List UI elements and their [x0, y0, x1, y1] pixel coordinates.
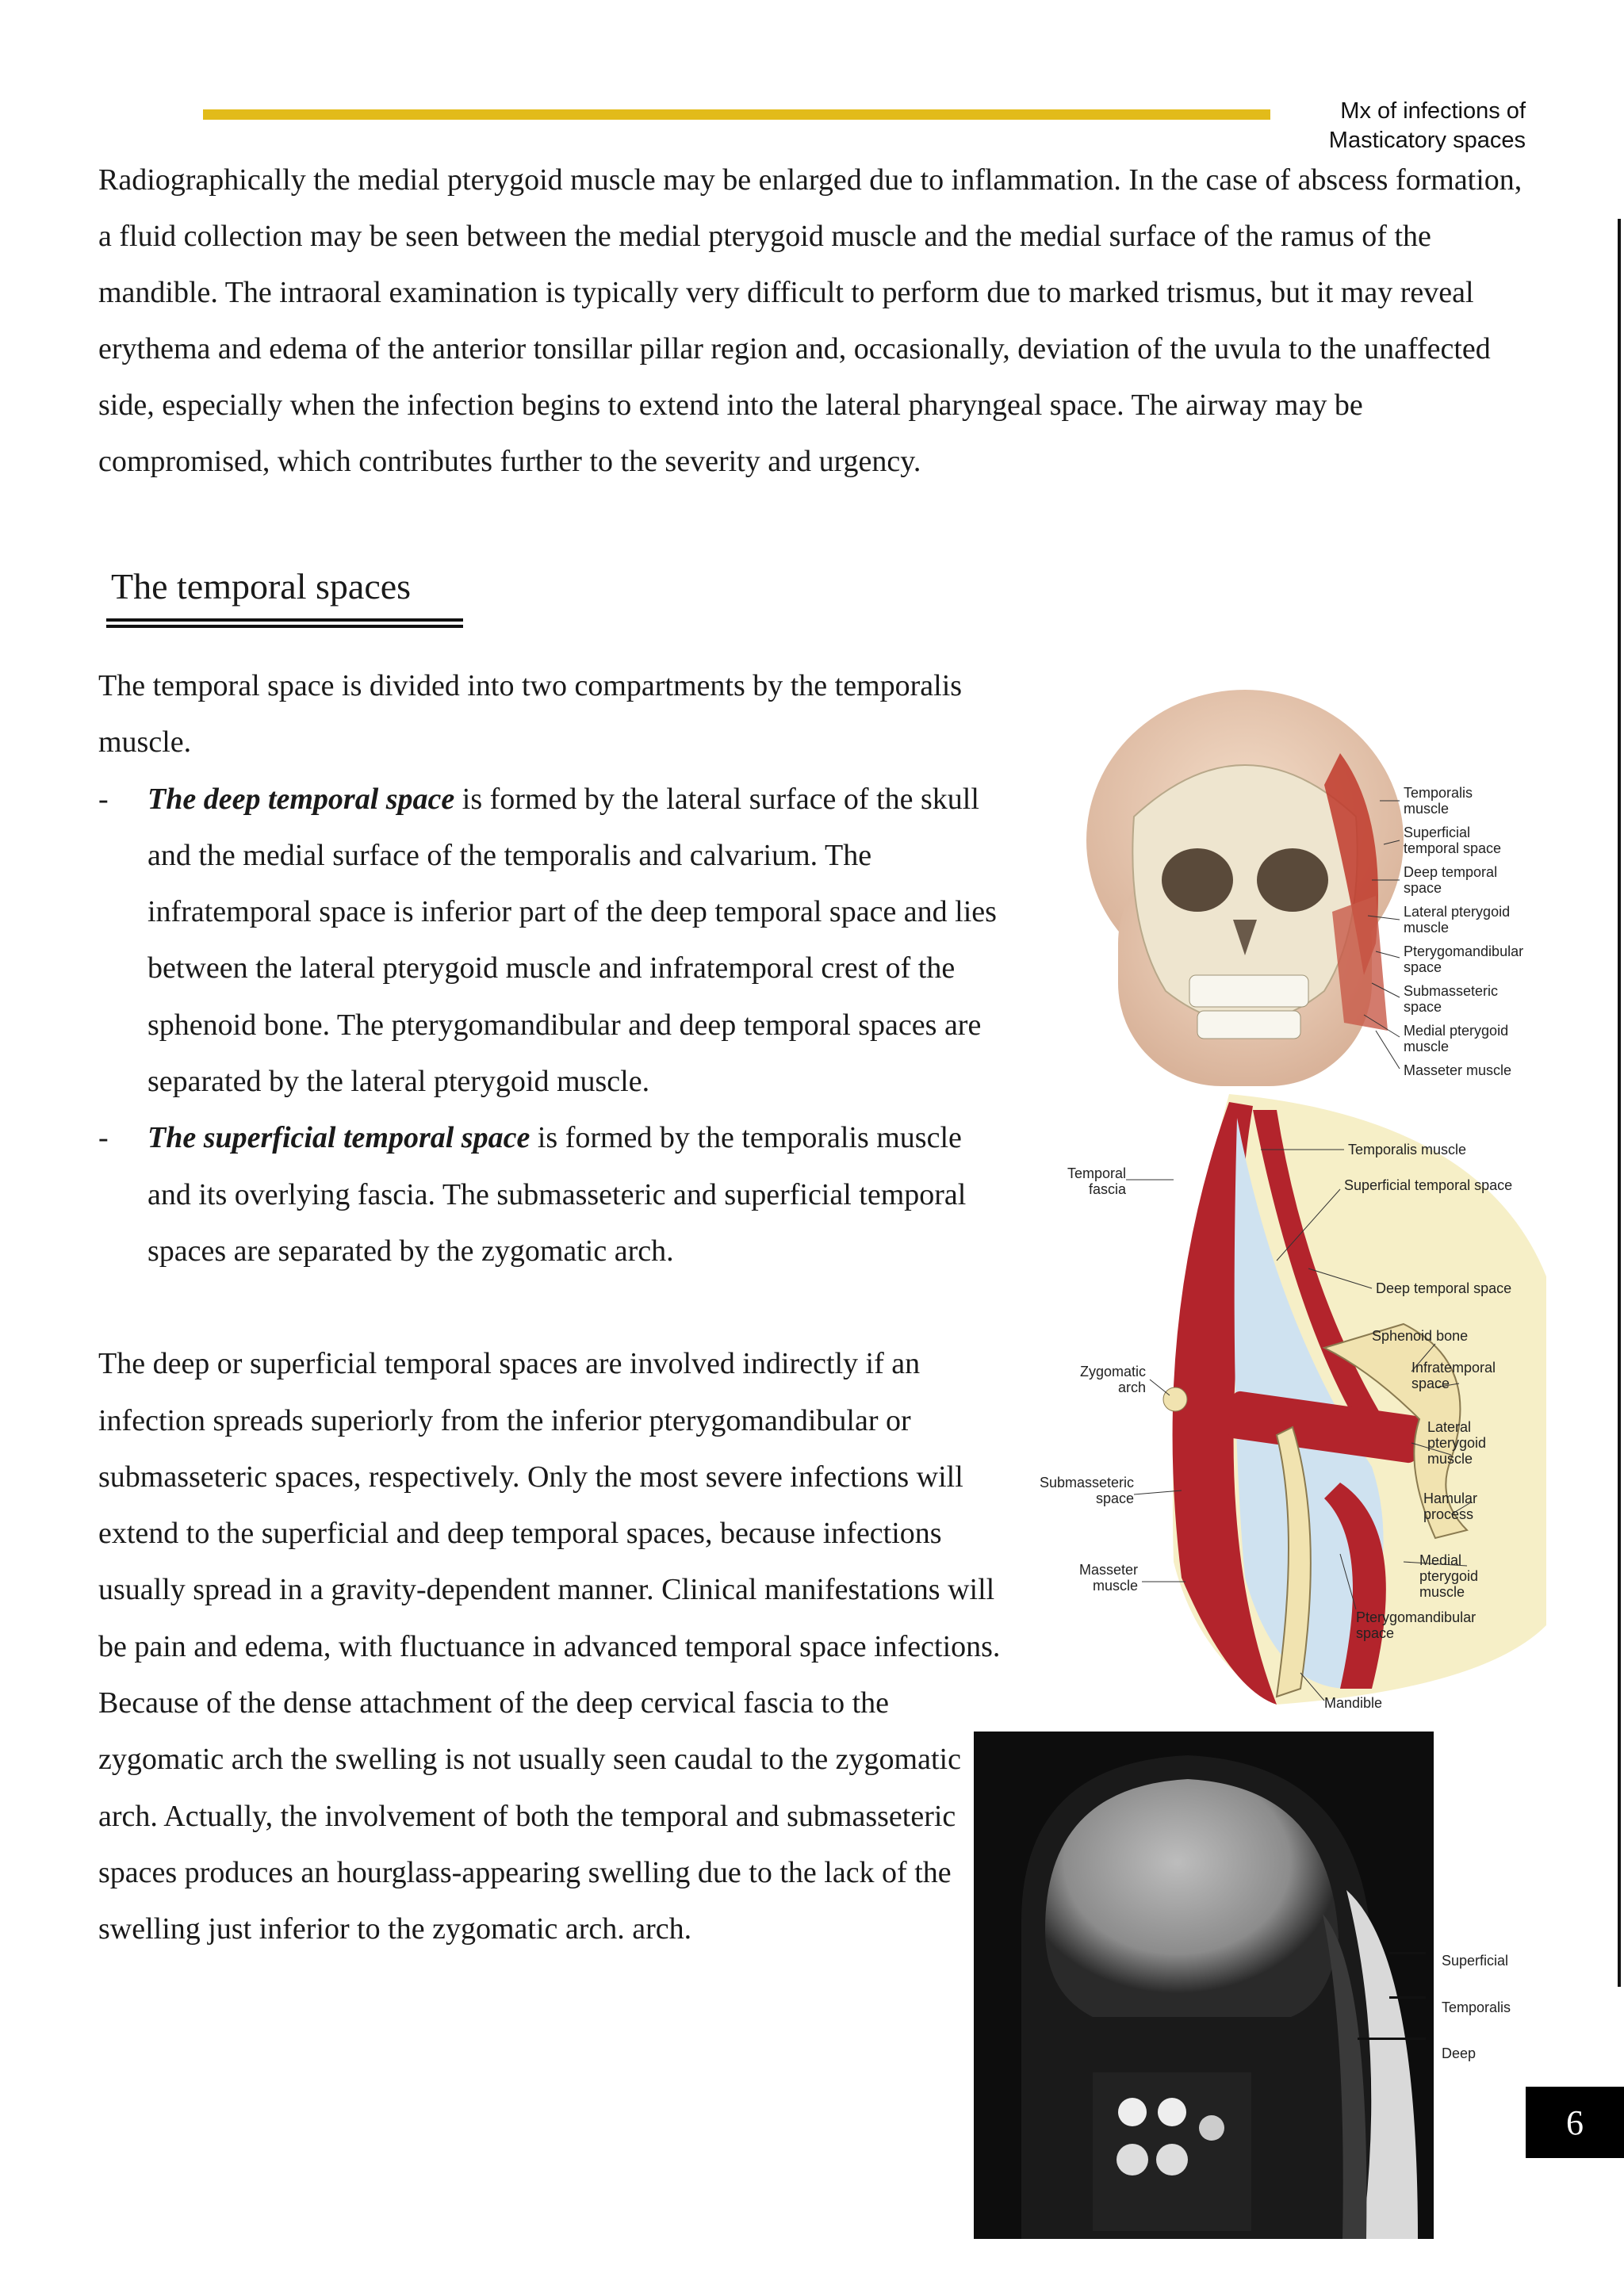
fig2-label-medial-pterygoid: Medial pterygoid muscle	[1419, 1552, 1479, 1600]
fig1-label-temporalis: Temporalis muscle	[1404, 785, 1473, 817]
fig1-label-pterygomandibular: Pterygomandibular space	[1404, 943, 1524, 975]
fig2-label-temporalis: Temporalis muscle	[1348, 1142, 1467, 1158]
mri-pointer-deep	[1358, 2038, 1426, 2040]
fig2-label-mandible: Mandible	[1324, 1695, 1383, 1711]
bullet-dash: -	[98, 1121, 109, 1155]
closing-paragraph	[98, 1336, 1002, 1957]
fig1-label-medial-pterygoid: Medial pterygoid muscle	[1404, 1023, 1509, 1054]
section-title-underline	[106, 618, 463, 628]
header-accent-bar	[203, 109, 1270, 120]
section-title: The temporal spaces	[111, 566, 412, 607]
bullet-dash: -	[98, 782, 109, 816]
bullet-deep-temporal	[98, 771, 1010, 1111]
mri-pointer-superficial	[1389, 1952, 1426, 1954]
fig2-label-masseter: Masseter muscle	[1078, 1562, 1138, 1594]
fig2-label-deep: Deep temporal space	[1376, 1280, 1512, 1296]
fig1-label-submasseteric: Submasseteric space	[1404, 983, 1499, 1015]
fig1-label-lateral-pterygoid: Lateral pterygoid muscle	[1404, 904, 1511, 936]
closing-paragraph-text: The deep or superficial temporal spaces are involved indirectly if an infection spreads superiorly from the inferior pterygomandibular or submasseteric spaces, respectively. Only the most severe infections will extend to the superficial and deep temporal spaces, because infections usually spread in a gravity-dependent manner. Clinical manifestations will be pain and edema, with fluctuance in advanced temporal space infections. Because of the dense attachment of the deep cervical fascia to the zygomatic arch the swelling is not usually seen caudal to the zygomatic arch. Actually, the involvement of both the temporal and submasseteric spaces produces an hourglass-appearing swelling due to the lack of the swelling just inferior to the zygomatic arch.	[98, 1347, 1001, 1946]
bullet-text: is formed by the temporalis muscle and its overlying fascia. The submasseteric and superficial temporal spaces are separated by the zygomatic arch.	[147, 1121, 967, 1268]
fig2-label-temporal-fascia: Temporal fascia	[1067, 1165, 1126, 1197]
fig1-label-masseter: Masseter muscle	[1404, 1062, 1512, 1078]
figure-mri-coronal	[974, 1732, 1434, 2239]
running-header-line2: Masticatory spaces	[1328, 128, 1526, 153]
fig2-label-hamular: Hamular process	[1423, 1490, 1478, 1522]
fig2-label-pterygomandibular: Pterygomandibular space	[1356, 1609, 1477, 1641]
bullet-text: is formed by the lateral surface of the skull and the medial surface of the temporalis and calvarium. The infratemporal space is inferior part of the deep temporal space and lies between the lateral pterygoid muscle and infratemporal crest of the sphenoid bone. The pterygomandibular and deep temporal spaces are separated by the lateral pterygoid muscle.	[147, 782, 997, 1099]
fig2-label-zygomatic: Zygomatic arch	[1079, 1364, 1146, 1395]
fig2-label-infratemporal: Infratemporal space	[1411, 1360, 1496, 1391]
figure-skull-spaces	[1063, 682, 1538, 1094]
running-header-line1: Mx of infections of	[1340, 98, 1526, 124]
bullet-superficial-temporal	[98, 1110, 994, 1280]
figure-coronal-diagram	[1039, 1086, 1554, 1720]
mri-pointer-temporalis	[1389, 1996, 1426, 1999]
fig3-label-superficial: Superficial	[1442, 1953, 1509, 1969]
page-number: 6	[1526, 2087, 1624, 2158]
mri-scan-image	[974, 1732, 1434, 2239]
fig1-label-superficial: Superficial temporal space	[1404, 825, 1502, 856]
term-superficial-temporal-space: The superficial temporal space	[147, 1121, 530, 1155]
fig2-label-lateral-pterygoid: Lateral pterygoid muscle	[1427, 1419, 1487, 1467]
section-body	[98, 658, 1010, 1958]
fig2-label-submasseteric: Submasseteric space	[1039, 1475, 1134, 1506]
running-header	[1272, 97, 1526, 155]
fig3-label-deep: Deep	[1442, 2045, 1477, 2061]
right-margin-rule	[1618, 219, 1621, 1987]
section-lead: The temporal space is divided into two compartments by the temporalis muscle.	[98, 669, 963, 760]
fig2-label-sphenoid: Sphenoid bone	[1372, 1328, 1469, 1344]
closing-paragraph-tail: arch.	[632, 1912, 692, 1946]
fig1-label-deep: Deep temporal space	[1404, 864, 1498, 896]
intro-paragraph: Radiographically the medial pterygoid muscle may be enlarged due to inflammation. In the case of abscess formation, a fluid collection may be seen between the medial pterygoid muscle and the medial surface of the ramus of the mandible. The intraoral examination is typically very difficult to perform due to marked trismus, but it may reveal erythema and edema of the anterior tonsillar pillar region and, occasionally, deviation of the uvula to the unaffected side, especially when the infection begins to extend into the lateral pharyngeal space. The airway may be compromised, which contributes further to the severity and urgency.	[98, 163, 1522, 478]
term-deep-temporal-space: The deep temporal space	[147, 782, 455, 816]
fig3-label-temporalis: Temporalis	[1442, 1999, 1511, 2015]
fig2-label-superficial: Superficial temporal space	[1344, 1177, 1513, 1193]
